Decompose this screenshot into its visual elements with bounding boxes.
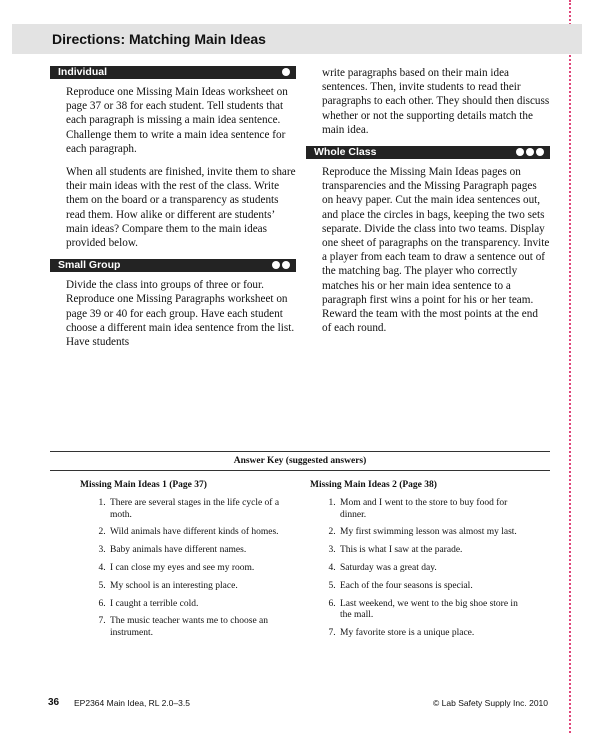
list-item: 5. My school is an interesting place. xyxy=(108,581,300,593)
footer xyxy=(48,697,548,711)
two-dots-icon xyxy=(272,261,290,270)
list-item: 2. Wild animals have different kinds of homes. xyxy=(108,527,300,539)
individual-label: Individual xyxy=(58,66,108,78)
list-item: 1. Mom and I went to the store to buy food for dinner. xyxy=(338,498,530,522)
small-group-label: Small Group xyxy=(58,259,121,272)
answer-key-rule xyxy=(50,470,550,471)
page-number: 36 xyxy=(48,697,60,708)
answer-key-left-heading: Missing Main Ideas 1 (Page 37) xyxy=(80,480,207,490)
small-group-paragraph-continued: write paragraphs based on their main idea sentences. Then, invite students to read their paragraphs to each other. They should then discuss whether or not the supporting details match the main idea. xyxy=(322,67,550,136)
individual-section xyxy=(50,85,296,250)
copyright: © Lab Safety Supply Inc. 2010 xyxy=(433,698,548,708)
left-column xyxy=(50,66,296,358)
individual-bar xyxy=(50,66,296,79)
list-item: 7. The music teacher wants me to choose an instrument. xyxy=(108,616,300,640)
page-trim-line xyxy=(569,0,571,733)
answer-key-left xyxy=(80,480,300,646)
answer-key-top-rule xyxy=(50,451,550,452)
individual-paragraph-1: Reproduce one Missing Main Ideas worksheet on page 37 or 38 for each student. Tell students that each paragraph is missing a main idea sentence. Challenge them to write a main idea sentence for each paragraph. xyxy=(66,86,288,155)
right-column xyxy=(306,66,550,344)
answer-key-right-list xyxy=(310,498,530,640)
answer-key-right xyxy=(310,480,530,646)
list-item: 2. My first swimming lesson was almost my last. xyxy=(338,527,530,539)
small-group-continued xyxy=(306,66,550,137)
three-dots-icon xyxy=(516,148,544,157)
list-item: 4. Saturday was a great day. xyxy=(338,563,530,575)
list-item: 1. There are several stages in the life cycle of a moth. xyxy=(108,498,300,522)
list-item: 3. This is what I saw at the parade. xyxy=(338,545,530,557)
answer-key-right-heading: Missing Main Ideas 2 (Page 38) xyxy=(310,480,437,490)
whole-class-section xyxy=(306,165,550,335)
product-code: EP2364 Main Idea, RL 2.0–3.5 xyxy=(74,698,190,708)
list-item: 4. I can close my eyes and see my room. xyxy=(108,563,300,575)
whole-class-label: Whole Class xyxy=(314,146,377,159)
small-group-section xyxy=(50,278,296,349)
one-dot-icon xyxy=(282,68,290,77)
whole-class-paragraph: Reproduce the Missing Main Ideas pages on transparencies and the Missing Paragraph pages on heavy paper. Cut the main idea sentences out, and place the circles in bags, keeping the two sets separate. Divide the class into two teams. Display one sheet of paragraphs on the transparency. Invite a player from each team to draw a sentence out of the matching bag. The player who correctly matches his or her main idea sentence to a paragraph first wins a point for his or her team. Reward the team with the most points at the end of each round. xyxy=(322,166,550,335)
list-item: 7. My favorite store is a unique place. xyxy=(338,628,530,640)
small-group-paragraph: Divide the class into groups of three or four. Reproduce one Missing Paragraphs worksheet on page 39 or 40 for each group. Have each student choose a different main idea sentence from the list. Have students xyxy=(66,279,295,349)
answer-key-title: Answer Key (suggested answers) xyxy=(233,456,367,466)
individual-paragraph-2: When all students are finished, invite them to share their main ideas with the rest of the class. Write them on the board or a transparency as students read them. How alike or different are students’ main ideas? Compare them to the main ideas provided below. xyxy=(66,166,296,250)
page-title: Directions: Matching Main Ideas xyxy=(52,31,266,47)
list-item: 6. I caught a terrible cold. xyxy=(108,599,300,611)
small-group-bar xyxy=(50,259,296,272)
whole-class-bar xyxy=(306,146,550,159)
answer-key-left-list xyxy=(80,498,300,640)
list-item: 5. Each of the four seasons is special. xyxy=(338,581,530,593)
list-item: 3. Baby animals have different names. xyxy=(108,545,300,557)
list-item: 6. Last weekend, we went to the big shoe store in the mall. xyxy=(338,599,530,623)
